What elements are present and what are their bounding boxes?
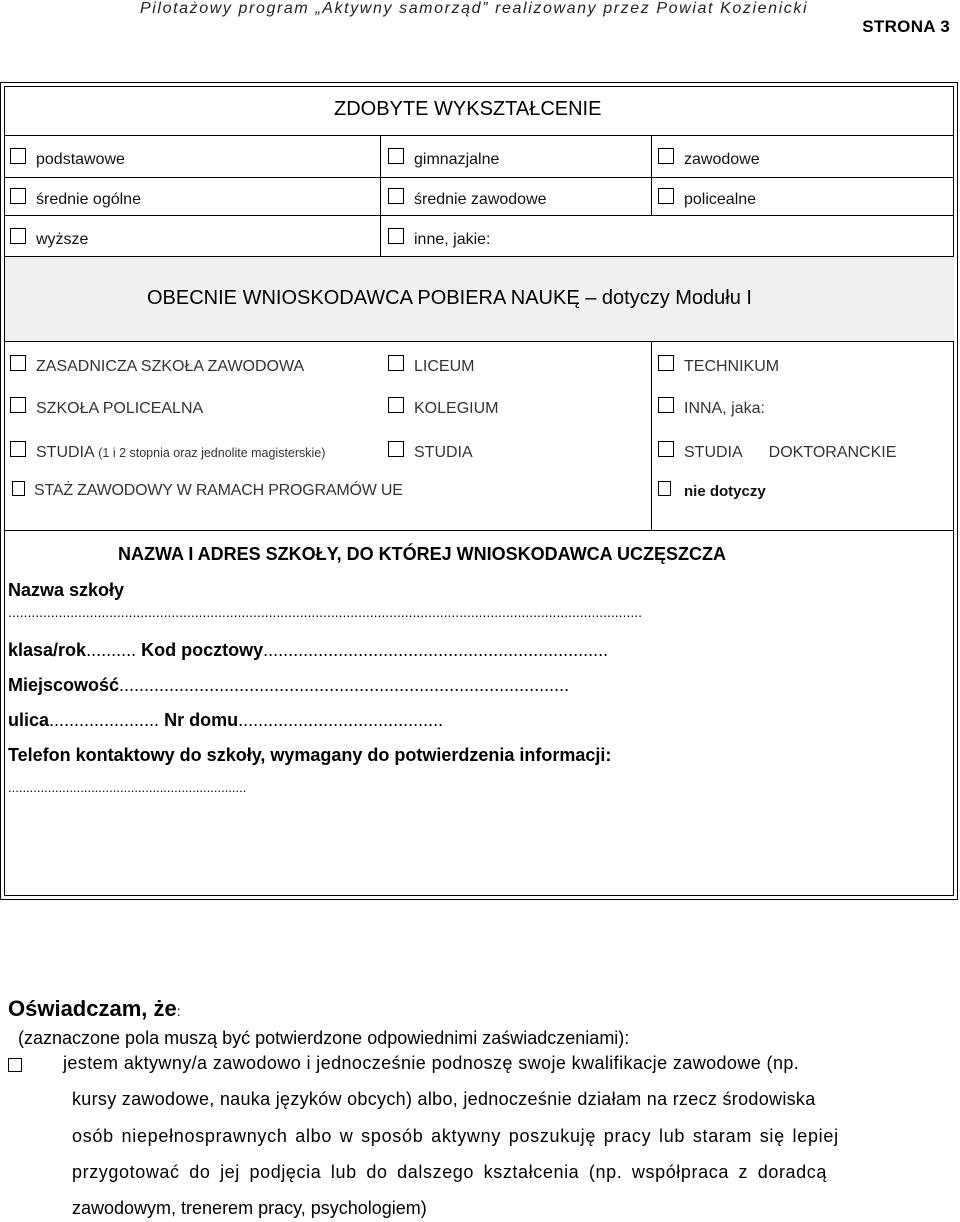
checkbox-staz[interactable]	[12, 481, 25, 496]
declaration-line-5: zawodowym, trenerem pracy, psychologiem)	[72, 1198, 427, 1218]
label-wyzsze: wyższe	[36, 231, 89, 248]
miejscowosc-label: Miejscowość	[8, 675, 120, 695]
ulica-row	[8, 710, 443, 731]
declaration-line-4: przygotować do jej podjęcia lub do dalszego kształcenia (np. współpraca z doradcą	[72, 1162, 827, 1182]
studia-main-text: STUDIA	[36, 444, 94, 461]
checkbox-inna[interactable]	[658, 397, 674, 413]
checkbox-gimnazjalne[interactable]	[388, 148, 404, 164]
declaration-line-3: osób niepełnosprawnych albo w sposób aktywny poszukuję pracy lub staram się lepiej	[72, 1126, 839, 1146]
checkbox-liceum[interactable]	[388, 355, 404, 371]
miejscowosc-row	[8, 675, 569, 696]
studia-note-text: (1 i 2 stopnia oraz jednolite magisterskie)	[98, 446, 326, 460]
label-podstawowe: podstawowe	[36, 151, 125, 168]
nr-domu-field[interactable]: .........................................	[238, 710, 444, 730]
telefon-label: Telefon kontaktowy do szkoły, wymagany do potwierdzenia informacji:	[8, 745, 612, 765]
checkbox-szkola-policealna[interactable]	[10, 397, 26, 413]
klasa-row	[8, 640, 608, 661]
ulica-label: ulica	[8, 710, 50, 730]
checkbox-studia[interactable]	[388, 441, 404, 457]
label-policealne: policealne	[684, 191, 757, 208]
checkbox-zawodowe[interactable]	[658, 148, 674, 164]
miejscowosc-field[interactable]: ..........................................................................................	[119, 675, 570, 695]
label-nie-dotyczy: nie dotyczy	[684, 483, 766, 500]
label-staz: STAŻ ZAWODOWY W RAMACH PROGRAMÓW UE	[34, 482, 403, 499]
checkbox-studia-doktoranckie[interactable]	[658, 441, 674, 457]
declaration-colon: :	[176, 1003, 181, 1019]
checkbox-podstawowe[interactable]	[10, 148, 26, 164]
school-title: NAZWA I ADRES SZKOŁY, DO KTÓREJ WNIOSKODAWCA UCZĘSZCZA	[118, 544, 727, 564]
checkbox-studia-magisterskie[interactable]	[10, 441, 26, 457]
label-studia: STUDIA	[414, 444, 473, 461]
checkbox-wyzsze[interactable]	[10, 228, 26, 244]
label-liceum: LICEUM	[414, 358, 475, 375]
label-studia-magisterskie	[36, 444, 325, 462]
label-srednie-ogolne: średnie ogólne	[36, 191, 141, 208]
label-zawodowe: zawodowe	[684, 151, 760, 168]
checkbox-inne[interactable]	[388, 228, 404, 244]
telefon-field[interactable]: ..................................................................	[8, 780, 247, 795]
checkbox-nie-dotyczy[interactable]	[658, 481, 671, 496]
declaration-heading-row	[8, 996, 181, 1022]
label-technikum: TECHNIKUM	[684, 358, 780, 375]
nr-domu-label: Nr domu	[164, 710, 239, 730]
label-studia-doktoranckie	[684, 444, 896, 462]
label-inne: inne, jakie:	[414, 231, 491, 248]
declaration-line-1: jestem aktywny/a zawodowo i jednocześnie podnoszę swoje kwalifikacje zawodowe (np.	[63, 1053, 800, 1073]
label-szkola-policealna: SZKOŁA POLICEALNA	[36, 400, 204, 417]
declaration-heading: Oświadczam, że	[8, 996, 177, 1021]
kod-label: Kod pocztowy	[141, 640, 264, 660]
education-title: ZDOBYTE WYKSZTAŁCENIE	[334, 98, 602, 120]
school-name-field[interactable]: ...................................................................................................................................................................	[8, 604, 643, 620]
label-srednie-zawodowe: średnie zawodowe	[414, 191, 547, 208]
studies-title: OBECNIE WNIOSKODAWCA POBIERA NAUKĘ – dotyczy Modułu I	[147, 287, 752, 309]
checkbox-aktywny[interactable]	[8, 1058, 22, 1072]
ulica-field[interactable]: ......................	[49, 710, 160, 730]
checkbox-zasadnicza[interactable]	[10, 355, 26, 371]
doktoranckie-text-a: STUDIA	[684, 444, 743, 461]
school-name-label: Nazwa szkoły	[8, 580, 125, 600]
label-gimnazjalne: gimnazjalne	[414, 151, 500, 168]
declaration-note: (zaznaczone pola muszą być potwierdzone odpowiednimi zaświadczeniami):	[18, 1028, 630, 1048]
checkbox-kolegium[interactable]	[388, 397, 404, 413]
declaration-line-2: kursy zawodowe, nauka języków obcych) albo, jednocześnie działam na rzecz środowiska	[72, 1089, 816, 1109]
checkbox-technikum[interactable]	[658, 355, 674, 371]
kod-field[interactable]: .....................................................................	[263, 640, 609, 660]
checkbox-srednie-ogolne[interactable]	[10, 188, 26, 204]
checkbox-srednie-zawodowe[interactable]	[388, 188, 404, 204]
page-number: STRONA 3	[862, 17, 950, 36]
label-inna: INNA, jaka:	[684, 400, 765, 417]
label-kolegium: KOLEGIUM	[414, 400, 499, 417]
program-header: Pilotażowy program „Aktywny samorząd” realizowany przez Powiat Kozienicki	[140, 0, 809, 17]
label-zasadnicza: ZASADNICZA SZKOŁA ZAWODOWA	[36, 358, 305, 375]
checkbox-policealne[interactable]	[658, 188, 674, 204]
doktoranckie-text-b: DOKTORANCKIE	[768, 444, 897, 461]
klasa-label: klasa/rok	[8, 640, 87, 660]
klasa-field[interactable]: ..........	[86, 640, 137, 660]
